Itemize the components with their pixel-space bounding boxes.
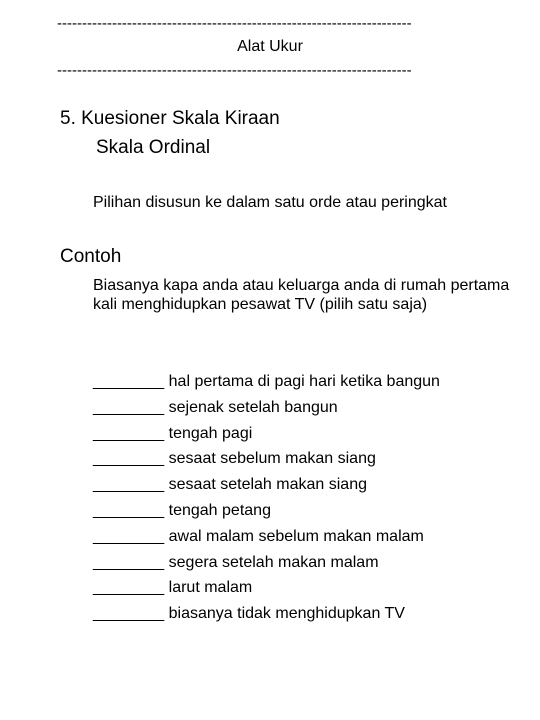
answer-option [93,524,440,550]
answer-option [93,575,440,601]
answer-blank: ________ [93,424,165,442]
answer-option [93,601,440,627]
answer-option-label: larut malam [168,579,253,597]
answer-option [93,550,440,576]
example-heading: Contoh [60,246,122,267]
answer-blank: ________ [93,501,165,519]
answer-option-label: sesaat sebelum makan siang [168,450,376,468]
section-title: 5. Kuesioner Skala Kiraan [60,108,280,129]
answer-option [93,446,440,472]
answer-blank: ________ [93,553,165,571]
answer-option [93,395,440,421]
answer-blank: ________ [93,605,165,623]
answer-blank: ________ [93,373,165,390]
answer-option-label: tengah petang [168,501,271,519]
header-divider-bottom: ----------------------------------------------------------------------- [57,63,412,79]
answer-blank: ________ [93,579,165,597]
header-title: Alat Ukur [237,38,303,55]
answer-option-label: awal malam sebelum makan malam [168,527,424,545]
answer-option-label: hal pertama di pagi hari ketika bangun [168,373,440,390]
answer-option [93,472,440,498]
answer-blank: ________ [93,476,165,494]
answer-blank: ________ [93,450,165,468]
section-description: Pilihan disusun ke dalam satu orde atau peringkat [93,194,447,211]
answer-options-list [93,369,440,627]
header-divider-top: ----------------------------------------------------------------------- [57,16,412,32]
section-subtitle: Skala Ordinal [96,137,211,158]
answer-option-label: segera setelah makan malam [168,553,379,571]
example-question: Biasanya kapa anda atau keluarga anda di rumah pertama kali menghidupkan pesawat TV (pilih satu saja) [93,277,510,313]
answer-option [93,498,440,524]
answer-option-label: tengah pagi [168,424,253,442]
answer-blank: ________ [93,398,165,416]
answer-option-label: biasanya tidak menghidupkan TV [168,605,405,623]
answer-option-label: sesaat setelah makan siang [168,476,367,494]
answer-blank: ________ [93,527,165,545]
answer-option-label: sejenak setelah bangun [168,398,338,416]
answer-option [93,369,440,395]
answer-option [93,421,440,447]
